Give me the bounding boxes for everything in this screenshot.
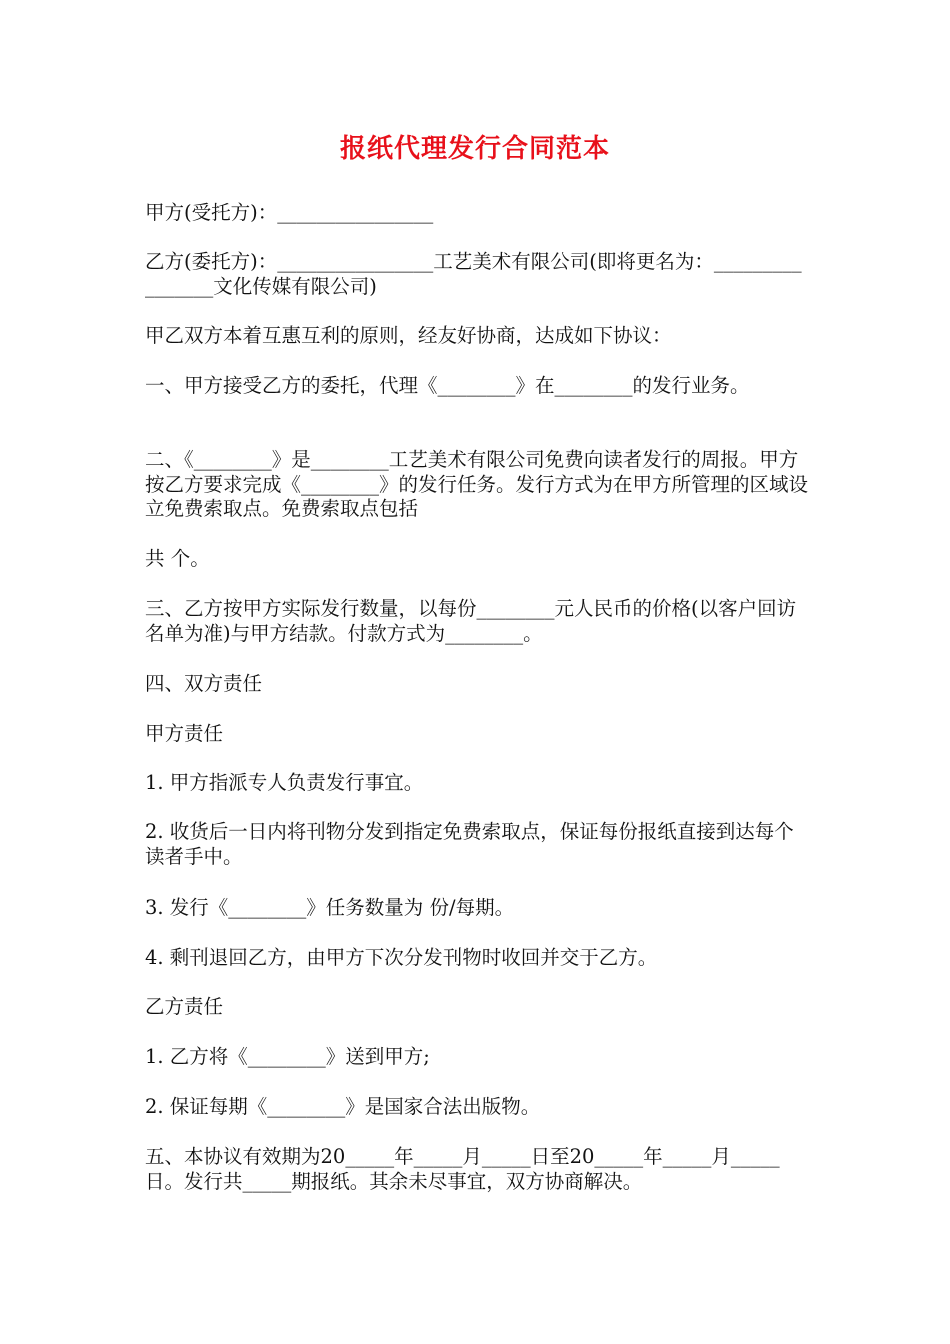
party-a-duty-1: 1. 甲方指派专人负责发行事宜。 (145, 771, 424, 794)
clause-two-count: 共 个。 (145, 547, 210, 570)
clause-two: 二、《________》是________工艺美术有限公司免费向读者发行的周报。甲方按乙方要求完成《________》的发行任务。发行方式为在甲方所管理的区域设立免费索取点。免费索取点包括 (145, 448, 809, 520)
party-a-duty-3: 3. 发行《________》任务数量为 份/每期。 (145, 896, 515, 919)
party-a-duties-heading: 甲方责任 (145, 722, 224, 745)
party-a-line: 甲方(受托方)：________________ (145, 201, 434, 224)
party-b-duty-1: 1. 乙方将《________》送到甲方; (145, 1045, 430, 1068)
clause-five: 五、本协议有效期为20_____年_____月_____日至20_____年_____月_____日。发行共_____期报纸。其余未尽事宜，双方协商解决。 (145, 1145, 780, 1193)
clause-one: 一、甲方接受乙方的委托，代理《________》在________的发行业务。 (145, 374, 750, 397)
party-b-duties-heading: 乙方责任 (145, 995, 224, 1018)
party-b-duty-2: 2. 保证每期《________》是国家合法出版物。 (145, 1095, 541, 1118)
agreement-intro: 甲乙双方本着互惠互利的原则，经友好协商，达成如下协议： (145, 324, 672, 347)
clause-three: 三、乙方按甲方实际发行数量，以每份________元人民币的价格(以客户回访名单为准)与甲方结款。付款方式为________。 (145, 597, 797, 645)
clause-four-heading: 四、双方责任 (145, 672, 263, 695)
party-b-line: 乙方(委托方)：________________工艺美术有限公司(即将更名为：________________文化传媒有限公司) (145, 250, 802, 298)
party-a-duty-2: 2. 收货后一日内将刊物分发到指定免费索取点，保证每份报纸直接到达每个读者手中。 (145, 820, 794, 868)
document-title: 报纸代理发行合同范本 (339, 134, 610, 164)
party-a-duty-4: 4. 剩刊退回乙方，由甲方下次分发刊物时收回并交于乙方。 (145, 946, 658, 969)
